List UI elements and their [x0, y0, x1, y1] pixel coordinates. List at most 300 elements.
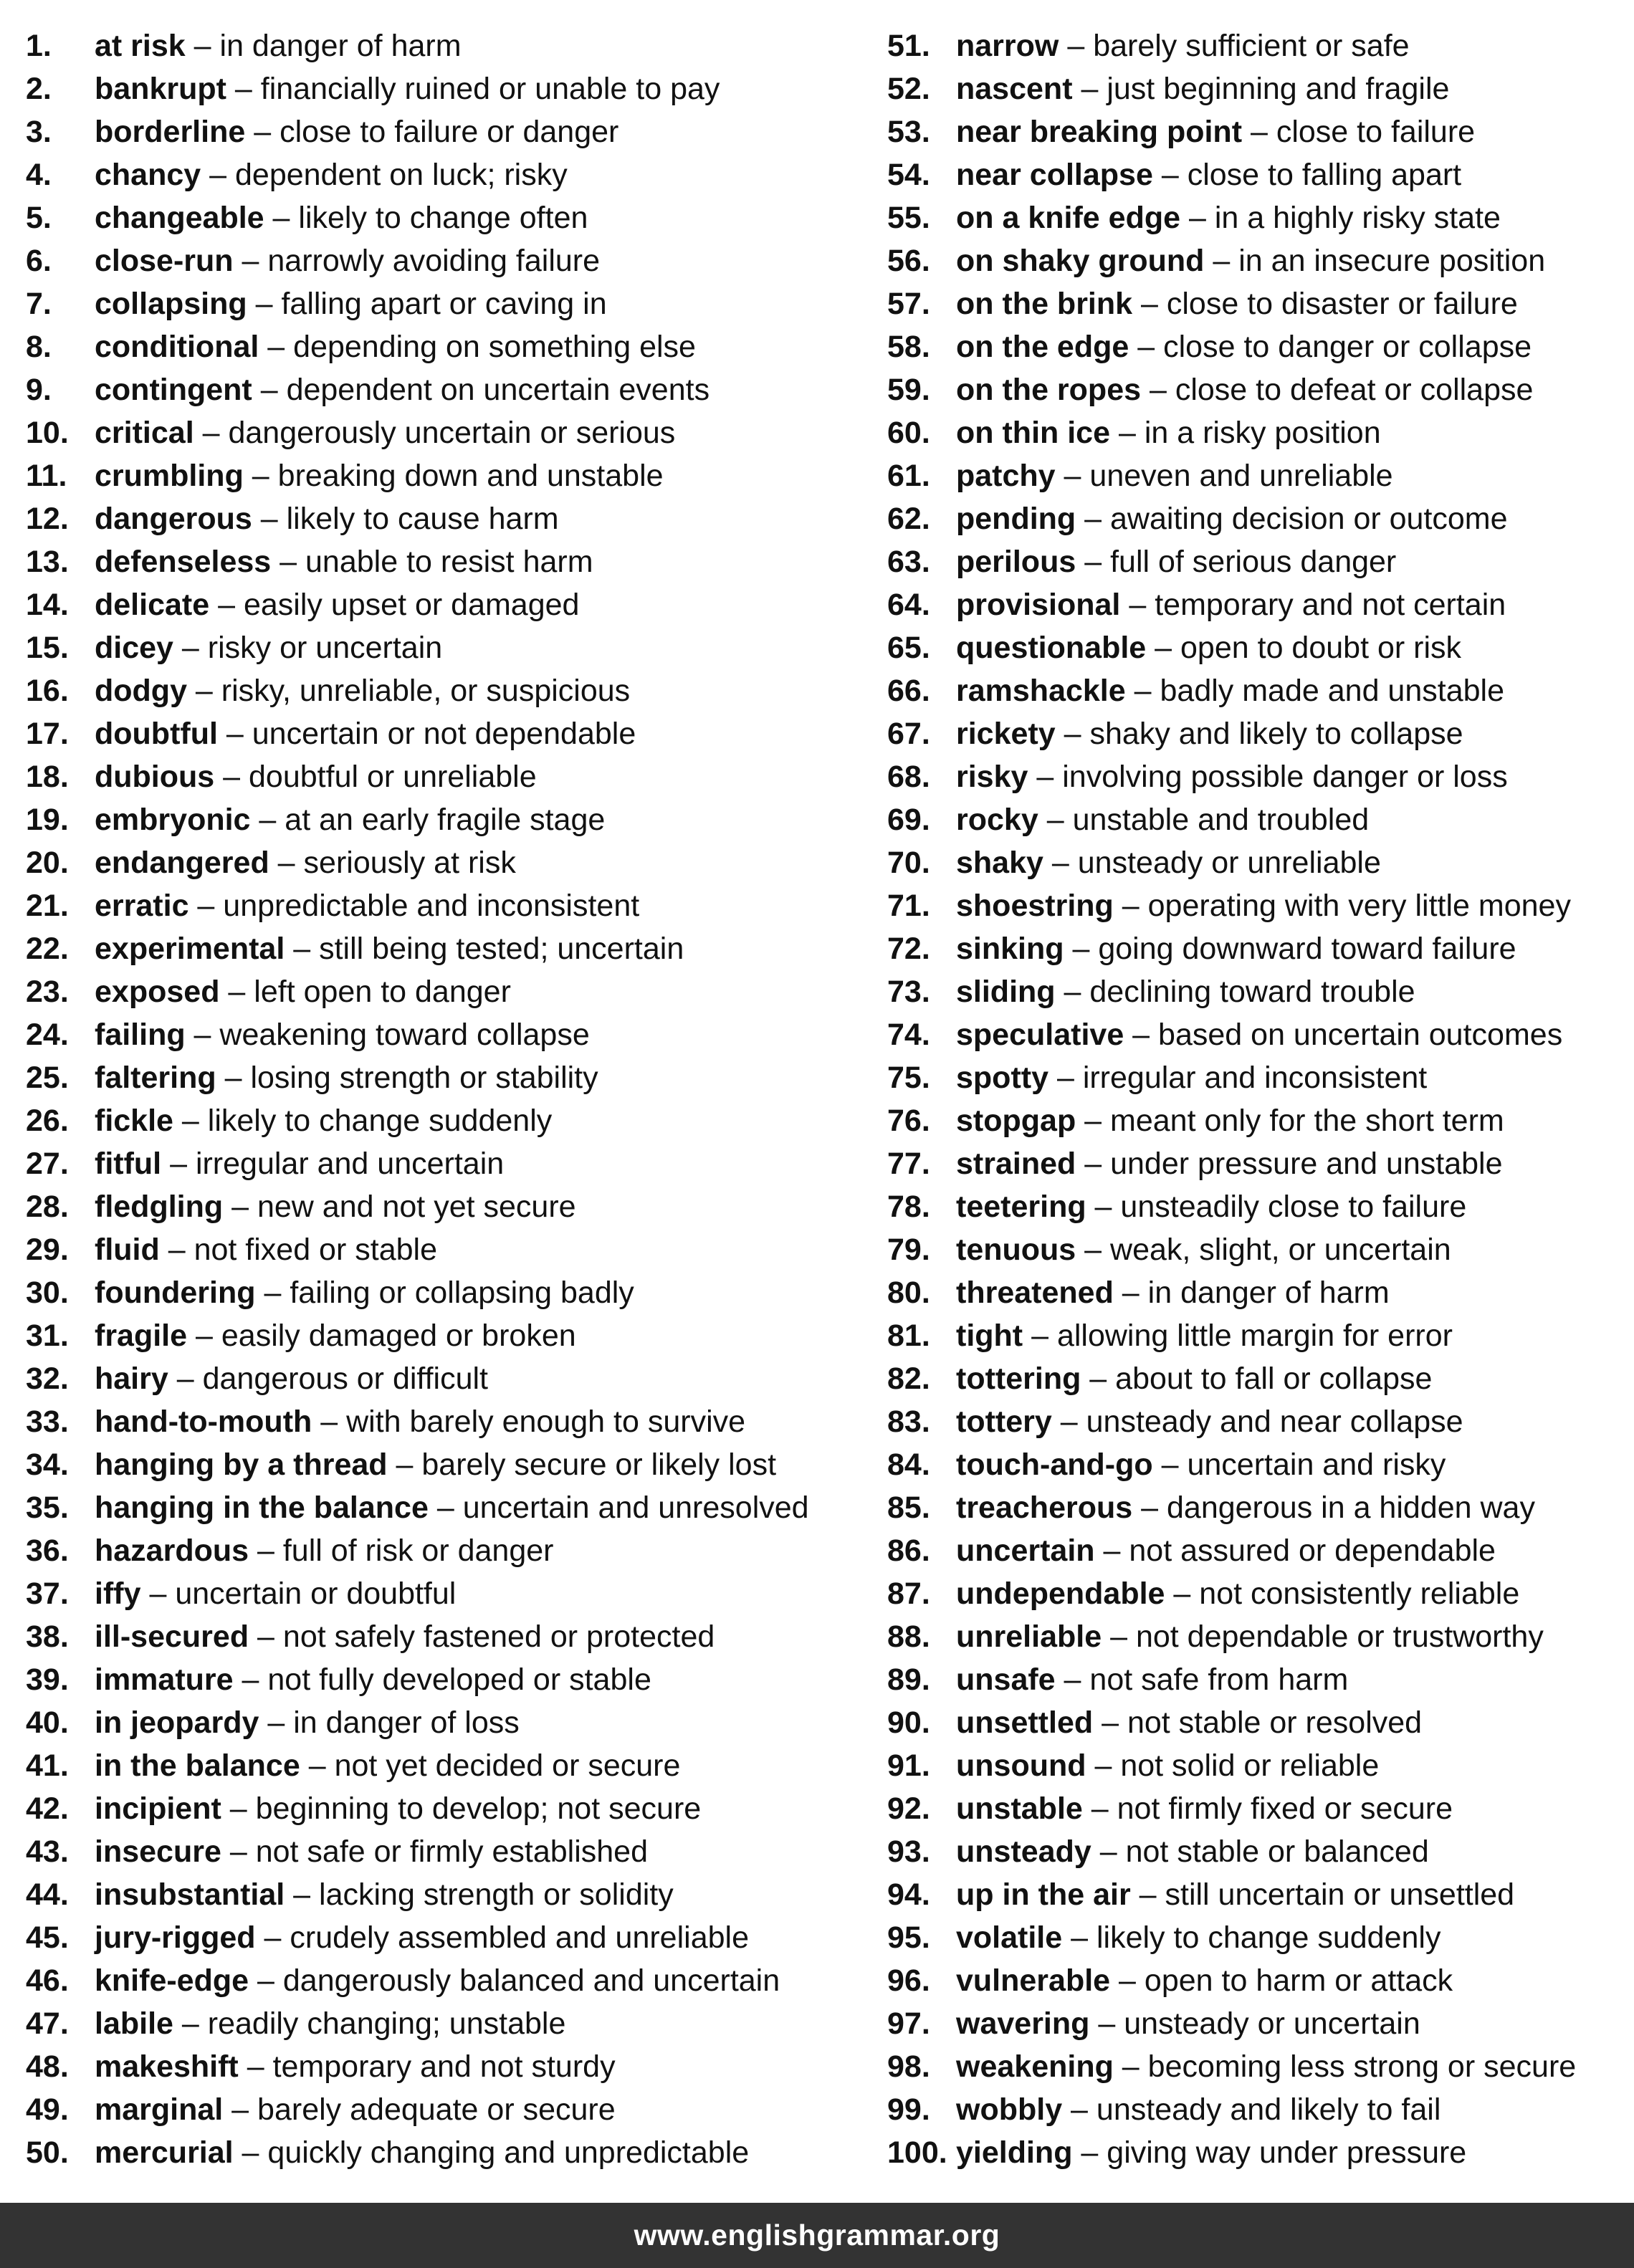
list-item	[26, 155, 809, 198]
entry-definition: in a highly risky state	[1214, 201, 1501, 235]
list-item	[887, 370, 1576, 413]
list-item	[887, 26, 1576, 69]
entry-definition: irregular and inconsistent	[1082, 1061, 1428, 1095]
entry-term: questionable	[956, 631, 1147, 665]
list-item	[887, 241, 1576, 284]
entry-number: 98.	[887, 2049, 930, 2084]
list-item	[887, 1961, 1576, 2004]
entry-number: 10.	[26, 416, 69, 450]
entry-number: 79.	[887, 1233, 930, 1267]
entry-number: 13.	[26, 545, 69, 579]
entry-definition: full of serious danger	[1110, 545, 1397, 579]
entry-separator: –	[1043, 846, 1078, 880]
entry-separator: –	[1165, 1576, 1200, 1611]
entry-separator: –	[1110, 1963, 1145, 1998]
list-item	[887, 714, 1576, 757]
list-item	[887, 585, 1576, 628]
entry-definition: not firmly fixed or secure	[1117, 1791, 1453, 1826]
entry-definition: new and not yet secure	[257, 1190, 576, 1224]
entry-number: 99.	[887, 2092, 930, 2127]
entry-term: faltering	[95, 1061, 216, 1095]
entry-number: 60.	[887, 416, 930, 450]
entry-number: 4.	[26, 158, 52, 192]
entry-term: conditional	[95, 330, 259, 364]
list-item	[887, 929, 1576, 972]
entry-term: dicey	[95, 631, 173, 665]
entry-number: 19.	[26, 803, 69, 837]
entry-separator: –	[185, 1018, 220, 1052]
entry-definition: dangerously uncertain or serious	[228, 416, 676, 450]
list-item	[26, 1875, 809, 1918]
entry-number: 71.	[887, 889, 930, 923]
entry-term: yielding	[956, 2135, 1073, 2170]
entry-separator: –	[1146, 631, 1181, 665]
entry-definition: not stable or resolved	[1127, 1705, 1423, 1740]
entry-separator: –	[226, 72, 261, 106]
entry-definition: unsteady or unreliable	[1077, 846, 1381, 880]
list-item	[26, 69, 809, 112]
entry-separator: –	[221, 1791, 256, 1826]
entry-term: nascent	[956, 72, 1073, 106]
list-item	[26, 1488, 809, 1531]
entry-separator: –	[1204, 244, 1239, 278]
entry-separator: –	[387, 1448, 422, 1482]
entry-definition: dangerous or difficult	[202, 1362, 488, 1396]
list-item	[887, 2047, 1576, 2090]
entry-separator: –	[247, 287, 282, 321]
entry-term: on a knife edge	[956, 201, 1181, 235]
entry-definition: breaking down and unstable	[277, 459, 664, 493]
list-item	[887, 1144, 1576, 1187]
entry-term: uncertain	[956, 1533, 1095, 1568]
entry-term: speculative	[956, 1018, 1124, 1052]
entry-separator: –	[1110, 416, 1145, 450]
entry-definition: uncertain or doubtful	[175, 1576, 457, 1611]
entry-term: rickety	[956, 717, 1056, 751]
entry-definition: easily upset or damaged	[243, 588, 580, 622]
entry-definition: barely adequate or secure	[257, 2092, 616, 2127]
entry-definition: dependent on uncertain events	[286, 373, 710, 407]
entry-separator: –	[168, 1362, 203, 1396]
list-item	[26, 1101, 809, 1144]
entry-term: risky	[956, 760, 1028, 794]
entry-definition: likely to change often	[298, 201, 588, 235]
entry-number: 45.	[26, 1920, 69, 1955]
entry-definition: at an early fragile stage	[285, 803, 606, 837]
list-item	[26, 1789, 809, 1832]
entry-number: 76.	[887, 1104, 930, 1138]
entry-number: 37.	[26, 1576, 69, 1611]
word-list-right-column	[887, 26, 1576, 2176]
entry-separator: –	[1076, 1147, 1111, 1181]
entry-term: makeshift	[95, 2049, 239, 2084]
entry-number: 95.	[887, 1920, 930, 1955]
entry-term: labile	[95, 2006, 173, 2041]
entry-term: close-run	[95, 244, 234, 278]
list-item	[26, 1574, 809, 1617]
entry-definition: close to disaster or failure	[1166, 287, 1518, 321]
list-item	[26, 456, 809, 499]
entry-separator: –	[285, 1877, 320, 1912]
entry-term: hanging by a thread	[95, 1448, 388, 1482]
entry-term: unreliable	[956, 1619, 1102, 1654]
list-item	[26, 1187, 809, 1230]
entry-separator: –	[1132, 1491, 1167, 1525]
entry-separator: –	[1113, 2049, 1148, 2084]
entry-term: dubious	[95, 760, 215, 794]
entry-term: changeable	[95, 201, 264, 235]
list-item	[887, 843, 1576, 886]
entry-separator: –	[161, 1147, 196, 1181]
entry-number: 67.	[887, 717, 930, 751]
entry-separator: –	[1064, 932, 1099, 966]
entry-definition: becoming less strong or secure	[1147, 2049, 1577, 2084]
entry-number: 1.	[26, 29, 52, 63]
entry-definition: allowing little margin for error	[1056, 1319, 1453, 1353]
entry-separator: –	[271, 545, 306, 579]
list-item	[26, 1316, 809, 1359]
list-item	[26, 241, 809, 284]
entry-number: 34.	[26, 1448, 69, 1482]
entry-term: exposed	[95, 975, 220, 1009]
entry-definition: doubtful or unreliable	[249, 760, 537, 794]
entry-number: 32.	[26, 1362, 69, 1396]
entry-separator: –	[1055, 459, 1090, 493]
list-item	[887, 972, 1576, 1015]
entry-term: hairy	[95, 1362, 168, 1396]
entry-term: tottery	[956, 1405, 1052, 1439]
list-item	[26, 886, 809, 929]
entry-number: 17.	[26, 717, 69, 751]
entry-number: 56.	[887, 244, 930, 278]
entry-definition: seriously at risk	[303, 846, 516, 880]
entry-number: 100.	[887, 2135, 947, 2170]
entry-definition: temporary and not certain	[1155, 588, 1506, 622]
entry-number: 82.	[887, 1362, 930, 1396]
entry-definition: barely secure or likely lost	[421, 1448, 777, 1482]
entry-separator: –	[1076, 1104, 1111, 1138]
entry-definition: not consistently reliable	[1199, 1576, 1520, 1611]
entry-definition: about to fall or collapse	[1115, 1362, 1433, 1396]
entry-term: tottering	[956, 1362, 1081, 1396]
entry-separator: –	[1152, 158, 1188, 192]
entry-separator: –	[1086, 1190, 1121, 1224]
list-item	[887, 671, 1576, 714]
entry-term: up in the air	[956, 1877, 1131, 1912]
entry-term: chancy	[95, 158, 201, 192]
entry-definition: not stable or balanced	[1125, 1834, 1429, 1869]
list-item	[887, 1875, 1576, 1918]
entry-term: hand-to-mouth	[95, 1405, 312, 1439]
entry-term: crumbling	[95, 459, 244, 493]
entry-number: 72.	[887, 932, 930, 966]
entry-separator: –	[1113, 1276, 1148, 1310]
entry-separator: –	[233, 2135, 268, 2170]
entry-term: on the brink	[956, 287, 1133, 321]
entry-term: spotty	[956, 1061, 1048, 1095]
list-item	[887, 1230, 1576, 1273]
entry-definition: beginning to develop; not secure	[255, 1791, 702, 1826]
entry-number: 27.	[26, 1147, 69, 1181]
entry-term: fledgling	[95, 1190, 224, 1224]
list-item	[26, 2047, 809, 2090]
entry-definition: open to harm or attack	[1144, 1963, 1453, 1998]
entry-separator: –	[173, 2006, 208, 2041]
entry-number: 33.	[26, 1405, 69, 1439]
entry-definition: in danger of harm	[219, 29, 462, 63]
entry-definition: not yet decided or secure	[334, 1748, 681, 1783]
entry-separator: –	[1072, 72, 1107, 106]
entry-number: 66.	[887, 674, 930, 708]
entry-separator: –	[194, 416, 229, 450]
entry-definition: financially ruined or unable to pay	[260, 72, 720, 106]
entry-number: 8.	[26, 330, 52, 364]
entry-definition: losing strength or stability	[250, 1061, 598, 1095]
entry-number: 54.	[887, 158, 930, 192]
entry-term: mercurial	[95, 2135, 234, 2170]
entry-definition: in danger of harm	[1147, 1276, 1390, 1310]
entry-definition: in an insecure position	[1238, 244, 1546, 278]
entry-separator: –	[216, 1061, 251, 1095]
entry-separator: –	[1062, 2092, 1096, 2127]
entry-definition: weak, slight, or uncertain	[1110, 1233, 1451, 1267]
entry-separator: –	[252, 373, 287, 407]
entry-separator: –	[255, 1920, 290, 1955]
entry-separator: –	[219, 975, 254, 1009]
entry-definition: not fully developed or stable	[267, 1662, 651, 1697]
entry-term: near breaking point	[956, 115, 1243, 149]
entry-separator: –	[1093, 1705, 1127, 1740]
entry-term: provisional	[956, 588, 1121, 622]
entry-separator: –	[1051, 1405, 1086, 1439]
list-item	[887, 1273, 1576, 1316]
entry-definition: dependent on luck; risky	[235, 158, 568, 192]
entry-term: marginal	[95, 2092, 224, 2127]
footer-bar	[0, 2203, 1634, 2268]
entry-number: 91.	[887, 1748, 930, 1783]
entry-number: 21.	[26, 889, 69, 923]
list-item	[887, 1574, 1576, 1617]
entry-separator: –	[1076, 502, 1111, 536]
entry-number: 16.	[26, 674, 69, 708]
entry-separator: –	[243, 459, 278, 493]
entry-separator: –	[1113, 889, 1148, 923]
entry-term: on the ropes	[956, 373, 1142, 407]
entry-separator: –	[223, 2092, 258, 2127]
list-item	[26, 1531, 809, 1574]
entry-number: 41.	[26, 1748, 69, 1783]
entry-number: 83.	[887, 1405, 930, 1439]
list-item	[887, 1445, 1576, 1488]
entry-separator: –	[223, 1190, 257, 1224]
entry-number: 5.	[26, 201, 52, 235]
entry-number: 88.	[887, 1619, 930, 1654]
entry-number: 58.	[887, 330, 930, 364]
entry-term: contingent	[95, 373, 252, 407]
entry-number: 75.	[887, 1061, 930, 1095]
entry-separator: –	[245, 115, 280, 149]
entry-definition: still uncertain or unsettled	[1165, 1877, 1515, 1912]
entry-term: unsteady	[956, 1834, 1091, 1869]
entry-term: incipient	[95, 1791, 221, 1826]
entry-term: jury-rigged	[95, 1920, 256, 1955]
entry-number: 97.	[887, 2006, 930, 2041]
entry-definition: narrowly avoiding failure	[267, 244, 601, 278]
list-item	[26, 1445, 809, 1488]
entry-separator: –	[1055, 1662, 1090, 1697]
entry-separator: –	[1180, 201, 1215, 235]
entry-term: sinking	[956, 932, 1064, 966]
entry-definition: involving possible danger or loss	[1062, 760, 1508, 794]
entry-definition: unsteady and likely to fail	[1096, 2092, 1441, 2127]
entry-term: dangerous	[95, 502, 252, 536]
entry-number: 2.	[26, 72, 52, 106]
list-item	[887, 1746, 1576, 1789]
entry-number: 38.	[26, 1619, 69, 1654]
entry-term: critical	[95, 416, 194, 450]
list-item	[887, 1617, 1576, 1660]
entry-definition: not safe from harm	[1089, 1662, 1349, 1697]
entry-term: on thin ice	[956, 416, 1110, 450]
footer-website: www.englishgrammar.org	[634, 2219, 1000, 2252]
list-item	[26, 26, 809, 69]
entry-term: delicate	[95, 588, 210, 622]
entry-separator: –	[1023, 1319, 1057, 1353]
entry-separator: –	[1038, 803, 1073, 837]
list-item	[26, 843, 809, 886]
entry-definition: lacking strength or solidity	[319, 1877, 674, 1912]
entry-number: 81.	[887, 1319, 930, 1353]
entry-term: treacherous	[956, 1491, 1133, 1525]
list-item	[26, 499, 809, 542]
entry-definition: dangerous in a hidden way	[1166, 1491, 1535, 1525]
entry-separator: –	[188, 889, 224, 923]
entry-separator: –	[185, 29, 220, 63]
entry-definition: with barely enough to survive	[346, 1405, 746, 1439]
entry-number: 77.	[887, 1147, 930, 1181]
entry-separator: –	[1124, 1018, 1159, 1052]
list-item	[887, 413, 1576, 456]
list-item	[26, 1746, 809, 1789]
entry-number: 73.	[887, 975, 930, 1009]
entry-definition: unstable and troubled	[1072, 803, 1370, 837]
entry-separator: –	[1048, 1061, 1083, 1095]
entry-term: weakening	[956, 2049, 1114, 2084]
list-item	[26, 370, 809, 413]
list-item	[887, 1703, 1576, 1746]
entry-term: sliding	[956, 975, 1056, 1009]
entry-separator: –	[249, 1963, 283, 1998]
list-item	[26, 800, 809, 843]
entry-separator: –	[173, 631, 208, 665]
entry-number: 46.	[26, 1963, 69, 1998]
entry-definition: weakening toward collapse	[219, 1018, 590, 1052]
entry-term: embryonic	[95, 803, 251, 837]
list-item	[26, 972, 809, 1015]
entry-number: 39.	[26, 1662, 69, 1697]
entry-number: 92.	[887, 1791, 930, 1826]
word-list-left-column	[26, 26, 809, 2176]
entry-number: 90.	[887, 1705, 930, 1740]
entry-term: foundering	[95, 1276, 256, 1310]
entry-separator: –	[259, 330, 294, 364]
list-item	[26, 2004, 809, 2047]
entry-number: 55.	[887, 201, 930, 235]
entry-number: 35.	[26, 1491, 69, 1525]
entry-separator: –	[1089, 2006, 1124, 2041]
entry-term: unsettled	[956, 1705, 1094, 1740]
entry-term: unstable	[956, 1791, 1083, 1826]
entry-separator: –	[1094, 1533, 1129, 1568]
entry-definition: going downward toward failure	[1098, 932, 1516, 966]
entry-definition: likely to change suddenly	[1096, 1920, 1441, 1955]
list-item	[26, 1015, 809, 1058]
entry-number: 24.	[26, 1018, 69, 1052]
entry-separator: –	[186, 674, 221, 708]
entry-number: 74.	[887, 1018, 930, 1052]
entry-number: 52.	[887, 72, 930, 106]
entry-separator: –	[1082, 1791, 1117, 1826]
entry-term: threatened	[956, 1276, 1114, 1310]
list-item	[26, 929, 809, 972]
entry-number: 26.	[26, 1104, 69, 1138]
entry-number: 20.	[26, 846, 69, 880]
list-item	[26, 413, 809, 456]
list-item	[887, 69, 1576, 112]
entry-definition: likely to cause harm	[286, 502, 559, 536]
entry-definition: close to defeat or collapse	[1175, 373, 1534, 407]
entry-definition: badly made and unstable	[1160, 674, 1505, 708]
entry-term: defenseless	[95, 545, 272, 579]
entry-definition: uncertain and unresolved	[462, 1491, 809, 1525]
entry-number: 42.	[26, 1791, 69, 1826]
list-item	[887, 112, 1576, 155]
entry-number: 94.	[887, 1877, 930, 1912]
entry-number: 87.	[887, 1576, 930, 1611]
entry-number: 89.	[887, 1662, 930, 1697]
entry-definition: not dependable or trustworthy	[1135, 1619, 1544, 1654]
entry-term: on the edge	[956, 330, 1129, 364]
entry-number: 84.	[887, 1448, 930, 1482]
entry-separator: –	[259, 1705, 294, 1740]
entry-separator: –	[217, 717, 252, 751]
entry-term: tight	[956, 1319, 1023, 1353]
list-item	[887, 1918, 1576, 1961]
entry-number: 47.	[26, 2006, 69, 2041]
entry-definition: not fixed or stable	[194, 1233, 437, 1267]
entry-definition: in danger of loss	[293, 1705, 520, 1740]
list-item	[26, 671, 809, 714]
entry-separator: –	[1242, 115, 1276, 149]
entry-term: erratic	[95, 889, 189, 923]
list-item	[26, 284, 809, 327]
list-item	[26, 198, 809, 241]
entry-term: undependable	[956, 1576, 1165, 1611]
entry-term: teetering	[956, 1190, 1086, 1224]
entry-number: 22.	[26, 932, 69, 966]
entry-separator: –	[1028, 760, 1063, 794]
entry-definition: based on uncertain outcomes	[1158, 1018, 1563, 1052]
entry-separator: –	[1059, 29, 1094, 63]
entry-separator: –	[428, 1491, 463, 1525]
list-item	[26, 1703, 809, 1746]
entry-separator: –	[255, 1276, 290, 1310]
entry-number: 85.	[887, 1491, 930, 1525]
list-item	[26, 628, 809, 671]
entry-separator: –	[1141, 373, 1175, 407]
entry-term: bankrupt	[95, 72, 226, 106]
list-item	[26, 585, 809, 628]
